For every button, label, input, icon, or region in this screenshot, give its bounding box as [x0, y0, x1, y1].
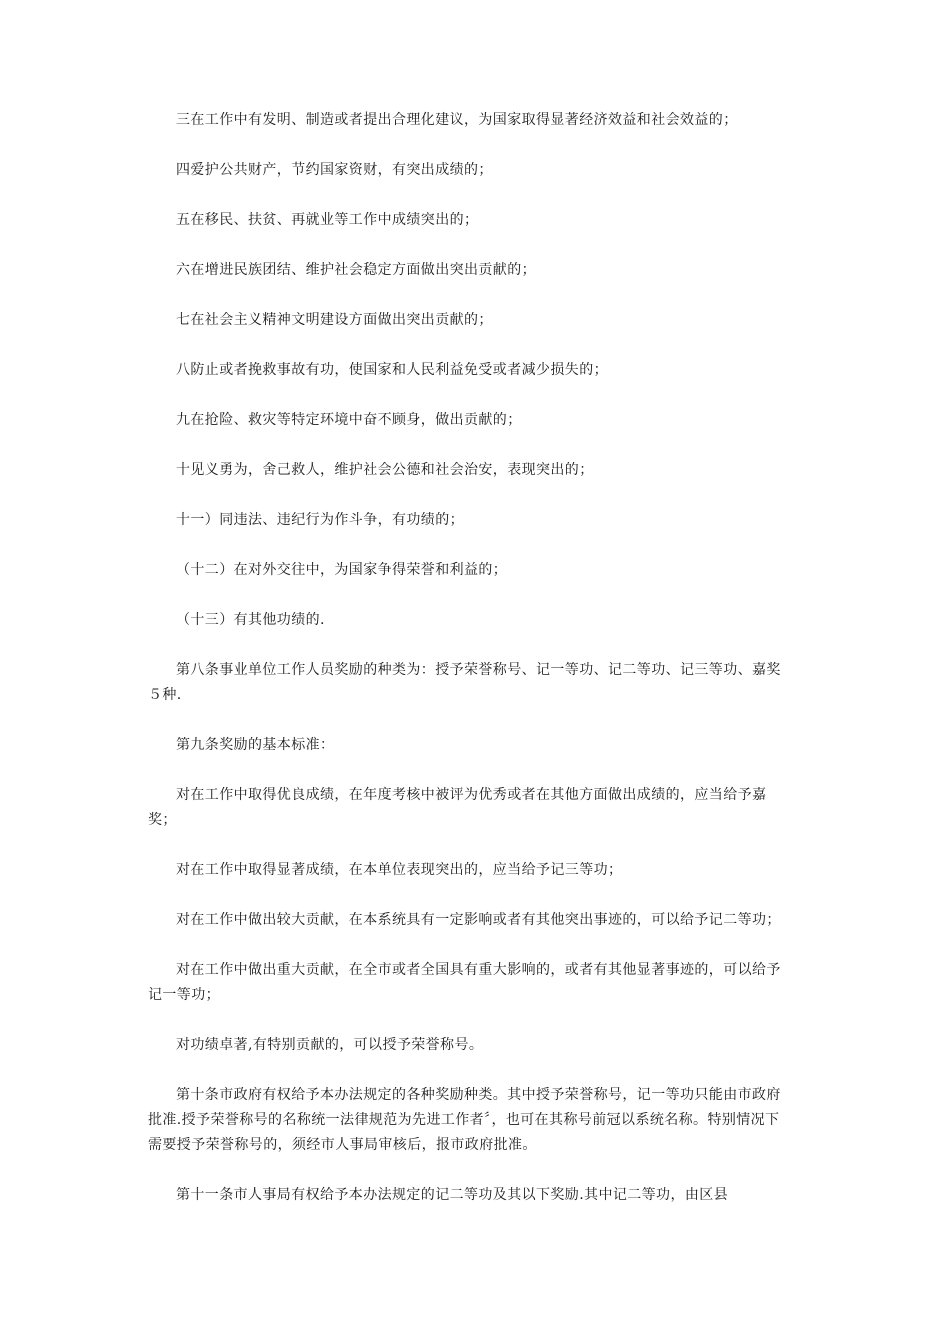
standard-3: 对在工作中做出较大贡献，在本系统具有一定影响或者有其他突出事迹的，可以给予记二等功；	[176, 912, 781, 928]
standard-2: 对在工作中取得显著成绩，在本单位表现突出的，应当给予记三等功；	[176, 862, 623, 878]
clause-7: 七在社会主义精神文明建设方面做出突出贡献的；	[176, 312, 493, 328]
clause-10: 十见义勇为，舍己救人，维护社会公德和社会治安，表现突出的；	[176, 462, 594, 478]
article-9: 第九条奖励的基本标准：	[176, 737, 335, 753]
article-11-block	[148, 1183, 788, 1208]
article-8: 第八条事业单位工作人员奖励的种类为：授予荣誉称号、记一等功、记二等功、记三等功、嘉奖５种.	[148, 662, 781, 703]
standard-1-block	[148, 783, 788, 833]
article-10-block	[148, 1083, 788, 1158]
article-10: 第十条市政府有权给予本办法规定的各种奖励种类。其中授予荣誉称号，记一等功只能由市政府批准.授予荣誉称号的名称统一法律规范为先进工作者〞，也可在其称号前冠以系统名称。特别情况下需要授予荣誉称号的，须经市人事局审核后，报市政府批准。	[148, 1087, 781, 1153]
standard-5: 对功绩卓著,有特别贡献的，可以授予荣誉称号。	[176, 1037, 484, 1053]
clause-6: 六在增进民族团结、维护社会稳定方面做出突出贡献的；	[176, 262, 536, 278]
clause-13: （十三）有其他功绩的.	[176, 612, 325, 628]
clause-11: 十一）同违法、违纪行为作斗争，有功绩的；	[176, 512, 464, 528]
standard-1: 对在工作中取得优良成绩，在年度考核中被评为优秀或者在其他方面做出成绩的，应当给予嘉奖；	[148, 787, 767, 828]
standard-4: 对在工作中做出重大贡献，在全市或者全国具有重大影响的，或者有其他显著事迹的，可以给予记一等功；	[148, 962, 781, 1003]
document-body	[148, 108, 816, 1208]
article-8-block	[148, 658, 788, 708]
clause-12: （十二）在对外交往中，为国家争得荣誉和利益的；	[176, 562, 508, 578]
clause-8: 八防止或者挽救事故有功，使国家和人民利益免受或者减少损失的；	[176, 362, 608, 378]
clause-5: 五在移民、扶贫、再就业等工作中成绩突出的；	[176, 212, 479, 228]
clause-3: 三在工作中有发明、制造或者提出合理化建议，为国家取得显著经济效益和社会效益的；	[176, 112, 738, 128]
standard-3-block	[148, 908, 788, 933]
article-11: 第十一条市人事局有权给予本办法规定的记二等功及其以下奖励.其中记二等功，由区县	[176, 1187, 729, 1203]
standard-4-block	[148, 958, 788, 1008]
clause-9: 九在抢险、救灾等特定环境中奋不顾身，做出贡献的；	[176, 412, 522, 428]
clause-4: 四爱护公共财产，节约国家资财，有突出成绩的；	[176, 162, 493, 178]
